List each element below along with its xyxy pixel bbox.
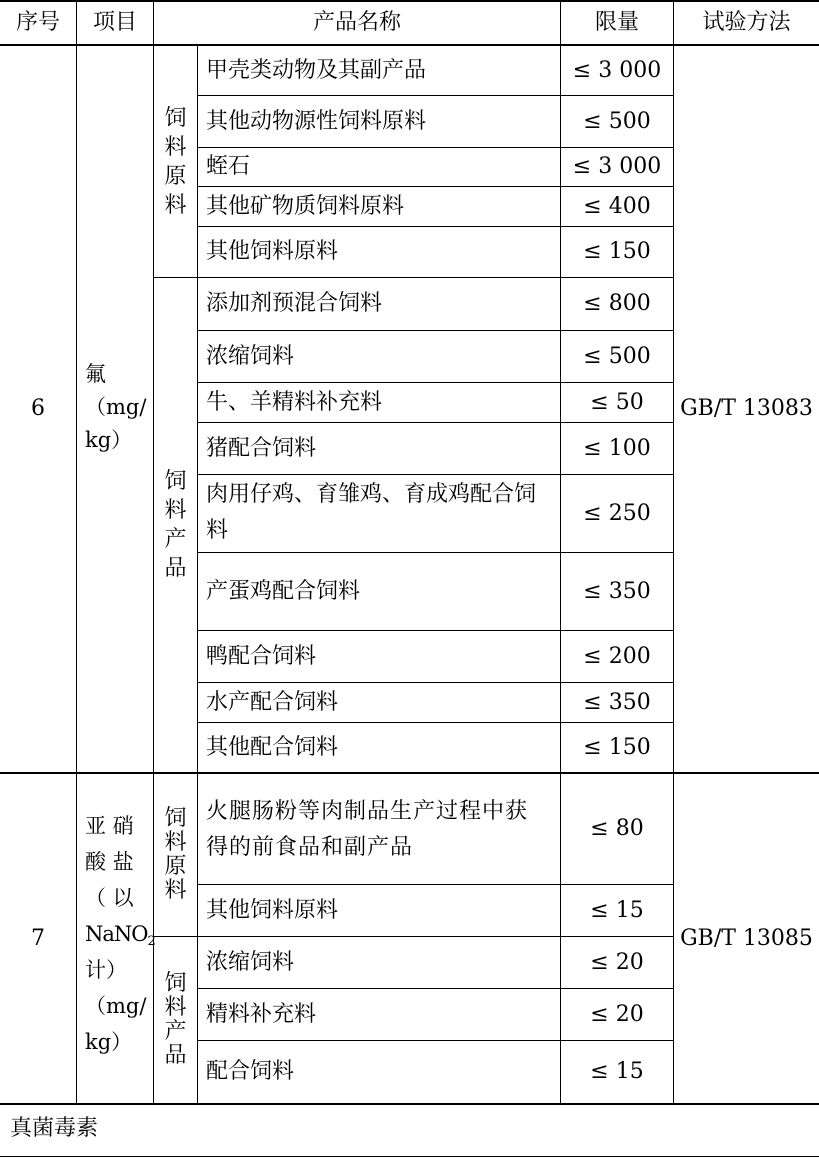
row7-item [77, 808, 153, 1068]
row7-item-line: kg） [85, 1030, 133, 1054]
product-name: 鸭配合饲料 [206, 643, 317, 669]
product-limit: ≤ 350 [583, 689, 651, 715]
row6-group-feed-product [154, 278, 197, 772]
product-limit: ≤ 20 [590, 949, 644, 975]
product-limit: ≤ 400 [583, 193, 651, 219]
group-char: 原 [164, 854, 187, 879]
product-name: 浓缩饲料 [206, 949, 295, 975]
group-char: 料 [164, 878, 187, 903]
product-limit: ≤ 3 000 [572, 57, 662, 83]
product-limit: ≤ 80 [590, 816, 644, 841]
group-char: 产 [164, 1019, 187, 1044]
group-char: 料 [164, 192, 187, 218]
row7-item-line: 计） [85, 958, 127, 982]
row6-item-line: kg） [85, 428, 133, 452]
product-name: 肉用仔鸡、育雏鸡、育成鸡配合饲料 [206, 482, 537, 543]
row7-seq: 7 [31, 925, 45, 951]
group-char: 料 [164, 134, 187, 160]
product-name: 其他矿物质饲料原料 [206, 193, 405, 219]
row7-group-feed-material [154, 774, 197, 936]
product-limit: ≤ 250 [583, 500, 651, 526]
section-mycotoxins: 真菌毒素 [10, 1116, 99, 1141]
row6-group-feed-material [154, 46, 197, 277]
header-product: 产品名称 [312, 10, 401, 35]
group-char: 品 [164, 556, 187, 581]
product-name: 其他饲料原料 [206, 897, 339, 923]
group-char: 原 [164, 163, 187, 189]
product-name: 水产配合饲料 [206, 689, 339, 715]
rule-bottom [0, 1103, 819, 1105]
header-item: 项目 [92, 10, 137, 35]
product-name: 产蛋鸡配合饲料 [206, 578, 361, 604]
row7-method: GB/T 13085 [680, 925, 813, 951]
product-limit: ≤ 100 [583, 435, 651, 461]
product-limit: ≤ 150 [583, 734, 651, 760]
group-char: 饲 [164, 105, 187, 131]
header-seq: 序号 [15, 10, 60, 35]
product-limit: ≤ 350 [583, 578, 651, 604]
product-limit: ≤ 500 [583, 343, 651, 369]
product-name: 其他配合饲料 [206, 734, 339, 760]
header-limit: 限量 [594, 10, 639, 35]
product-limit: ≤ 3 000 [572, 154, 662, 179]
product-limit: ≤ 200 [583, 643, 651, 669]
row6-method: GB/T 13083 [680, 396, 813, 421]
row6-item-line: 氟 [85, 362, 106, 386]
formula-subscript: 2 [147, 934, 155, 949]
row6-item-line: （mg/ [85, 395, 147, 419]
product-limit: ≤ 20 [590, 1001, 644, 1027]
product-limit: ≤ 15 [590, 897, 644, 923]
group-char: 产 [164, 527, 187, 552]
product-name: 其他饲料原料 [206, 239, 339, 264]
group-char: 料 [164, 995, 187, 1020]
group-char: 品 [164, 1043, 187, 1068]
row6-item [77, 358, 153, 468]
row7-item-line: 亚 硝 [85, 814, 134, 838]
product-name: 其他动物源性饲料原料 [206, 108, 427, 134]
product-limit: ≤ 150 [583, 239, 651, 264]
row7-item-line [85, 916, 153, 952]
group-char: 料 [164, 830, 187, 855]
product-name: 添加剂预混合饲料 [206, 291, 383, 316]
row6-seq: 6 [31, 396, 45, 421]
group-char: 料 [164, 498, 187, 523]
product-name: 配合饲料 [206, 1059, 295, 1084]
rule-end [0, 1156, 819, 1157]
product-name: 猪配合饲料 [206, 435, 317, 461]
product-name: 火腿肠粉等肉制品生产过程中获得的前食品和副产品 [206, 799, 529, 860]
product-limit: ≤ 500 [583, 108, 651, 134]
row7-item-line: （mg/ [85, 994, 147, 1018]
header-method: 试验方法 [702, 10, 791, 35]
product-limit: ≤ 50 [590, 389, 644, 415]
group-char: 饲 [164, 806, 187, 831]
row7-item-line: （ 以 [85, 886, 134, 910]
row7-group-feed-product [154, 937, 197, 1103]
product-limit: ≤ 800 [583, 291, 651, 316]
product-name: 浓缩饲料 [206, 343, 295, 369]
product-limit: ≤ 15 [590, 1059, 644, 1084]
formula-text: NaNO [85, 922, 148, 946]
product-name: 精料补充料 [206, 1001, 317, 1027]
group-char: 饲 [164, 469, 187, 494]
row7-item-line: 酸 盐 [85, 850, 134, 874]
product-name: 蛭石 [206, 154, 251, 179]
group-char: 饲 [164, 971, 187, 996]
product-name: 甲壳类动物及其副产品 [206, 57, 427, 83]
product-name: 牛、羊精料补充料 [206, 389, 383, 415]
